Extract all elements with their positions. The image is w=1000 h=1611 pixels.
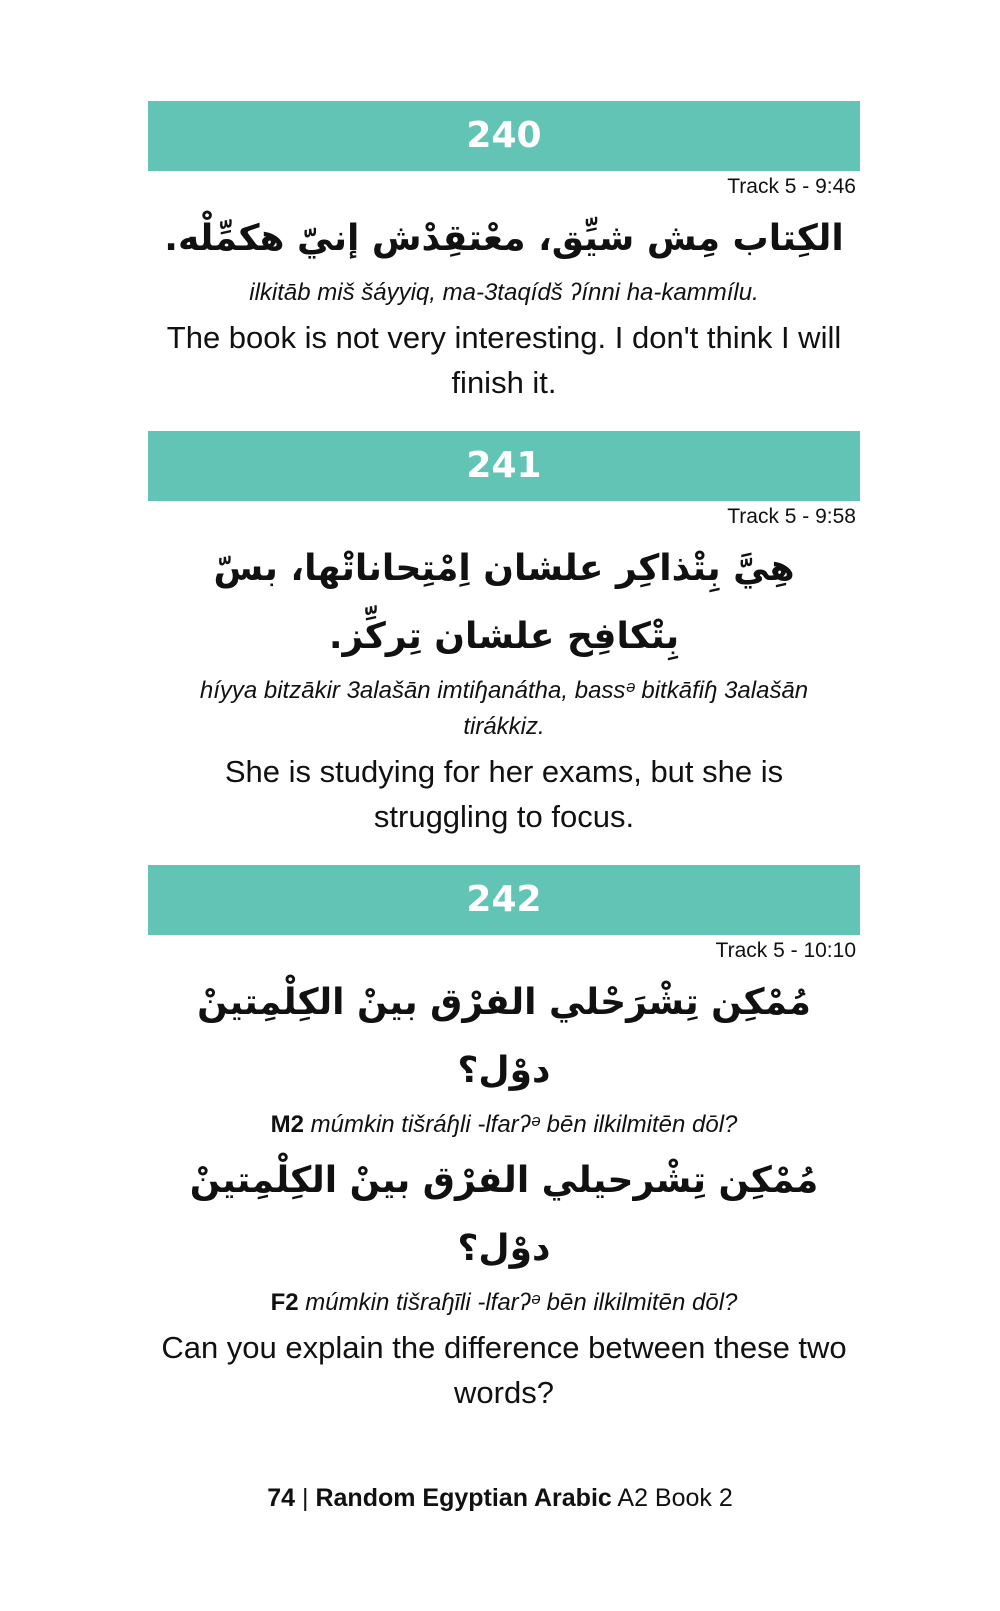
transliteration: híyya bitzākir 3alašān imtiɧanátha, bassᵊ bitkāfiɧ 3alašān tirákkiz. bbox=[199, 677, 809, 740]
english-translation: She is studying for her exams, but she is struggling to focus. bbox=[224, 754, 784, 834]
transliteration-text: múmkin tišráɧli -lfarʔᵊ bēn ilkilmitēn dōl? bbox=[310, 1111, 738, 1138]
arabic-sentence-female: مُمْكِن تِشْرحيلي الفرْق بينْ الكِلْمِتينْ دوْل؟ bbox=[189, 1160, 819, 1269]
entry-number-header: 241 bbox=[148, 431, 860, 501]
speaker-label: F2 bbox=[270, 1289, 299, 1316]
track-label: Track 5 - 9:58 bbox=[727, 505, 856, 528]
arabic-sentence-male: مُمْكِن تِشْرَحْلي الفرْق بينْ الكِلْمِتينْ دوْل؟ bbox=[197, 982, 811, 1091]
entry-number-header: 242 bbox=[148, 865, 860, 935]
entry-240 bbox=[148, 101, 860, 405]
page-content bbox=[148, 101, 860, 1441]
book-title: Random Egyptian Arabic bbox=[315, 1484, 612, 1512]
arabic-sentence: الكِتاب مِش شيِّق، معْتقِدْش إنيّ هكمِّلْه. bbox=[164, 218, 844, 259]
track-label: Track 5 - 10:10 bbox=[715, 939, 856, 962]
transliteration-male bbox=[148, 1107, 860, 1143]
transliteration: ilkitāb miš šáyyiq, ma-3taqídš ʔínni ha-kammílu. bbox=[249, 279, 759, 306]
track-label: Track 5 - 9:46 bbox=[727, 175, 856, 198]
transliteration-female bbox=[148, 1285, 860, 1321]
english-translation: Can you explain the difference between these two words? bbox=[161, 1330, 847, 1410]
book-subtitle: A2 Book 2 bbox=[617, 1484, 733, 1512]
entry-241 bbox=[148, 431, 860, 839]
page-footer bbox=[0, 1441, 1000, 1611]
footer-separator: | bbox=[302, 1484, 309, 1512]
english-translation: The book is not very interesting. I don't think I will finish it. bbox=[166, 320, 842, 400]
entry-number-header: 240 bbox=[148, 101, 860, 171]
transliteration-text: múmkin tišraɧīli -lfarʔᵊ bēn ilkilmitēn dōl? bbox=[305, 1289, 738, 1316]
speaker-label: M2 bbox=[270, 1111, 304, 1138]
arabic-sentence: هِيَّ بِتْذاكِر علشان اِمْتِحاناتْها، بسّ بِتْكافِح علشان تِركِّز. bbox=[213, 548, 795, 657]
entry-242 bbox=[148, 865, 860, 1415]
page-number: 74 bbox=[267, 1484, 296, 1512]
